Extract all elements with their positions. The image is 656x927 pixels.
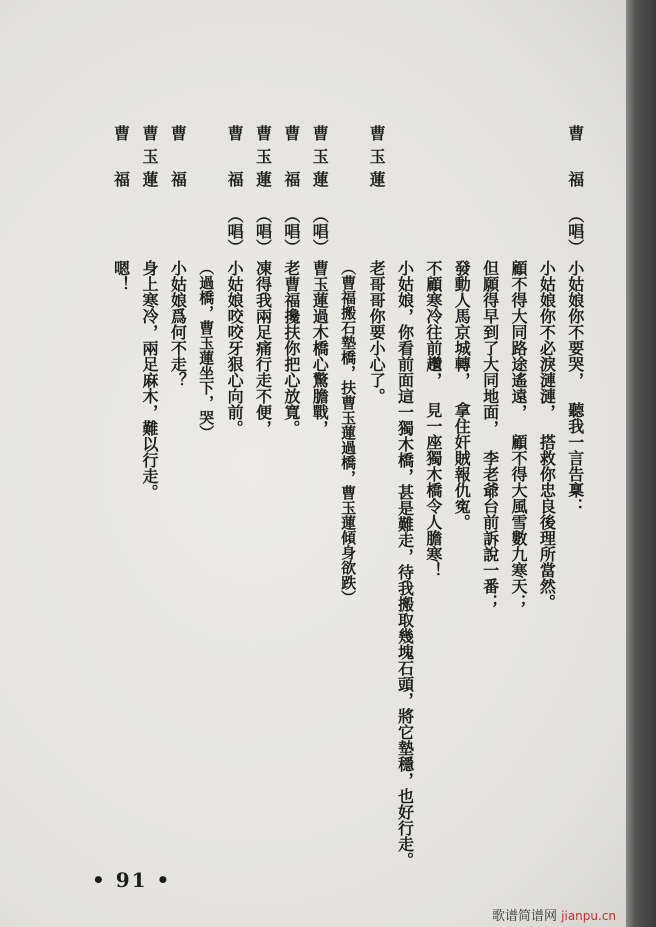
line-text (452, 260, 472, 530)
lyric-continuation (532, 125, 560, 905)
line-text-part: 但願得早到了大同地面， (480, 260, 500, 436)
speaker-name: 曹玉蓮 (367, 125, 387, 194)
page-edge-shadow (626, 0, 656, 927)
line-text (310, 260, 330, 436)
line-text-part: 顧不得大風雪數九寒天； (509, 434, 529, 610)
lyric-continuation (390, 125, 418, 905)
speaker-name: 曹 福 (225, 125, 245, 194)
singing-tag: （唱） (225, 207, 245, 255)
line-text (367, 260, 387, 404)
speaker-name: 曹玉蓮 (139, 125, 159, 194)
line-text-part: 凍得我兩足痛行走不便， (253, 260, 273, 436)
dialogue-line (163, 125, 191, 905)
script-text (106, 125, 589, 905)
line-text (425, 260, 441, 578)
speaker-name: 曹 福 (281, 125, 301, 194)
watermark-site: 歌谱简谱网 (492, 909, 558, 924)
dialogue-line (362, 125, 390, 905)
line-text (509, 260, 529, 610)
dialogue-line (106, 125, 134, 905)
lyric-continuation (447, 125, 475, 905)
line-text-part: 見一座獨木橋令人膽寒！ (423, 402, 443, 578)
dialogue-line (248, 125, 276, 905)
speaker-name: 曹玉蓮 (310, 125, 330, 194)
line-text-part: 發動人馬京城轉， (452, 260, 472, 388)
dialogue-line (561, 125, 589, 905)
speaker-name: 曹 福 (565, 125, 585, 194)
dialogue-line (220, 125, 248, 905)
line-text-part: 顧不得大同路途遙遠， (509, 260, 529, 420)
line-text (168, 260, 188, 388)
singing-tag: （唱） (281, 207, 301, 255)
line-text (141, 260, 157, 500)
speaker-name: 曹 福 (168, 125, 188, 194)
line-text-part: 嗯！ (111, 260, 131, 292)
line-text-part: 拿住奸賊報仇寃。 (452, 402, 472, 530)
line-text-part: 曹玉蓮過木橋心驚膽戰， (310, 260, 330, 436)
lyric-continuation (419, 125, 447, 905)
line-text-part: 不顧寒冷往前趲， (423, 260, 443, 388)
line-text (255, 260, 271, 436)
line-text (225, 260, 245, 436)
dialogue-line (305, 125, 333, 905)
line-text (395, 260, 415, 868)
line-text (482, 260, 498, 610)
speaker-name: 曹玉蓮 (253, 125, 273, 194)
line-text-part: 老曹福攙扶你把心放寬。 (281, 260, 301, 436)
watermark-url: jianpu.cn (561, 909, 617, 923)
lyric-continuation (475, 125, 503, 905)
line-text-part: 李老爺台前訴說一番； (480, 450, 500, 610)
stage-direction-column (192, 125, 220, 905)
stage-direction-column (333, 125, 361, 905)
singing-tag: （唱） (565, 207, 585, 255)
page-number: • 91 • (92, 868, 172, 892)
stage-direction: （過橋，曹玉蓮坐下，哭） (197, 260, 216, 440)
line-text-part: 小姑娘爲何不走？ (168, 260, 188, 388)
singing-tag: （唱） (253, 207, 273, 255)
singing-tag: （唱） (310, 207, 330, 255)
line-text-part: 聽我一言告稟： (565, 402, 585, 514)
line-text-part: 搭救你忠良後理所當然。 (537, 434, 557, 610)
line-text-part: 小姑娘，你看前面這一獨木橋，甚是難走，待我搬取幾塊石頭，將它墊穩，也好行走。 (395, 260, 415, 868)
watermark (492, 905, 616, 924)
line-text (537, 260, 557, 610)
stage-direction: （曹福搬石墊橋，扶曹玉蓮過橋，曹玉蓮傾身欲跌） (339, 260, 358, 605)
line-text-part: 身上寒冷，兩足麻木，難以行走。 (139, 260, 159, 500)
line-text (113, 260, 129, 292)
line-text (567, 260, 583, 514)
line-text (283, 260, 299, 436)
lyric-continuation (504, 125, 532, 905)
dialogue-line (277, 125, 305, 905)
speaker-name: 曹 福 (111, 125, 131, 194)
dialogue-line (135, 125, 163, 905)
line-text-part: 小姑娘你不要哭， (565, 260, 585, 388)
line-text-part: 小姑娘你不必淚漣漣， (537, 260, 557, 420)
line-text-part: 小姑娘咬咬牙狠心向前。 (225, 260, 245, 436)
line-text-part: 老哥哥你要小心了。 (367, 260, 387, 404)
